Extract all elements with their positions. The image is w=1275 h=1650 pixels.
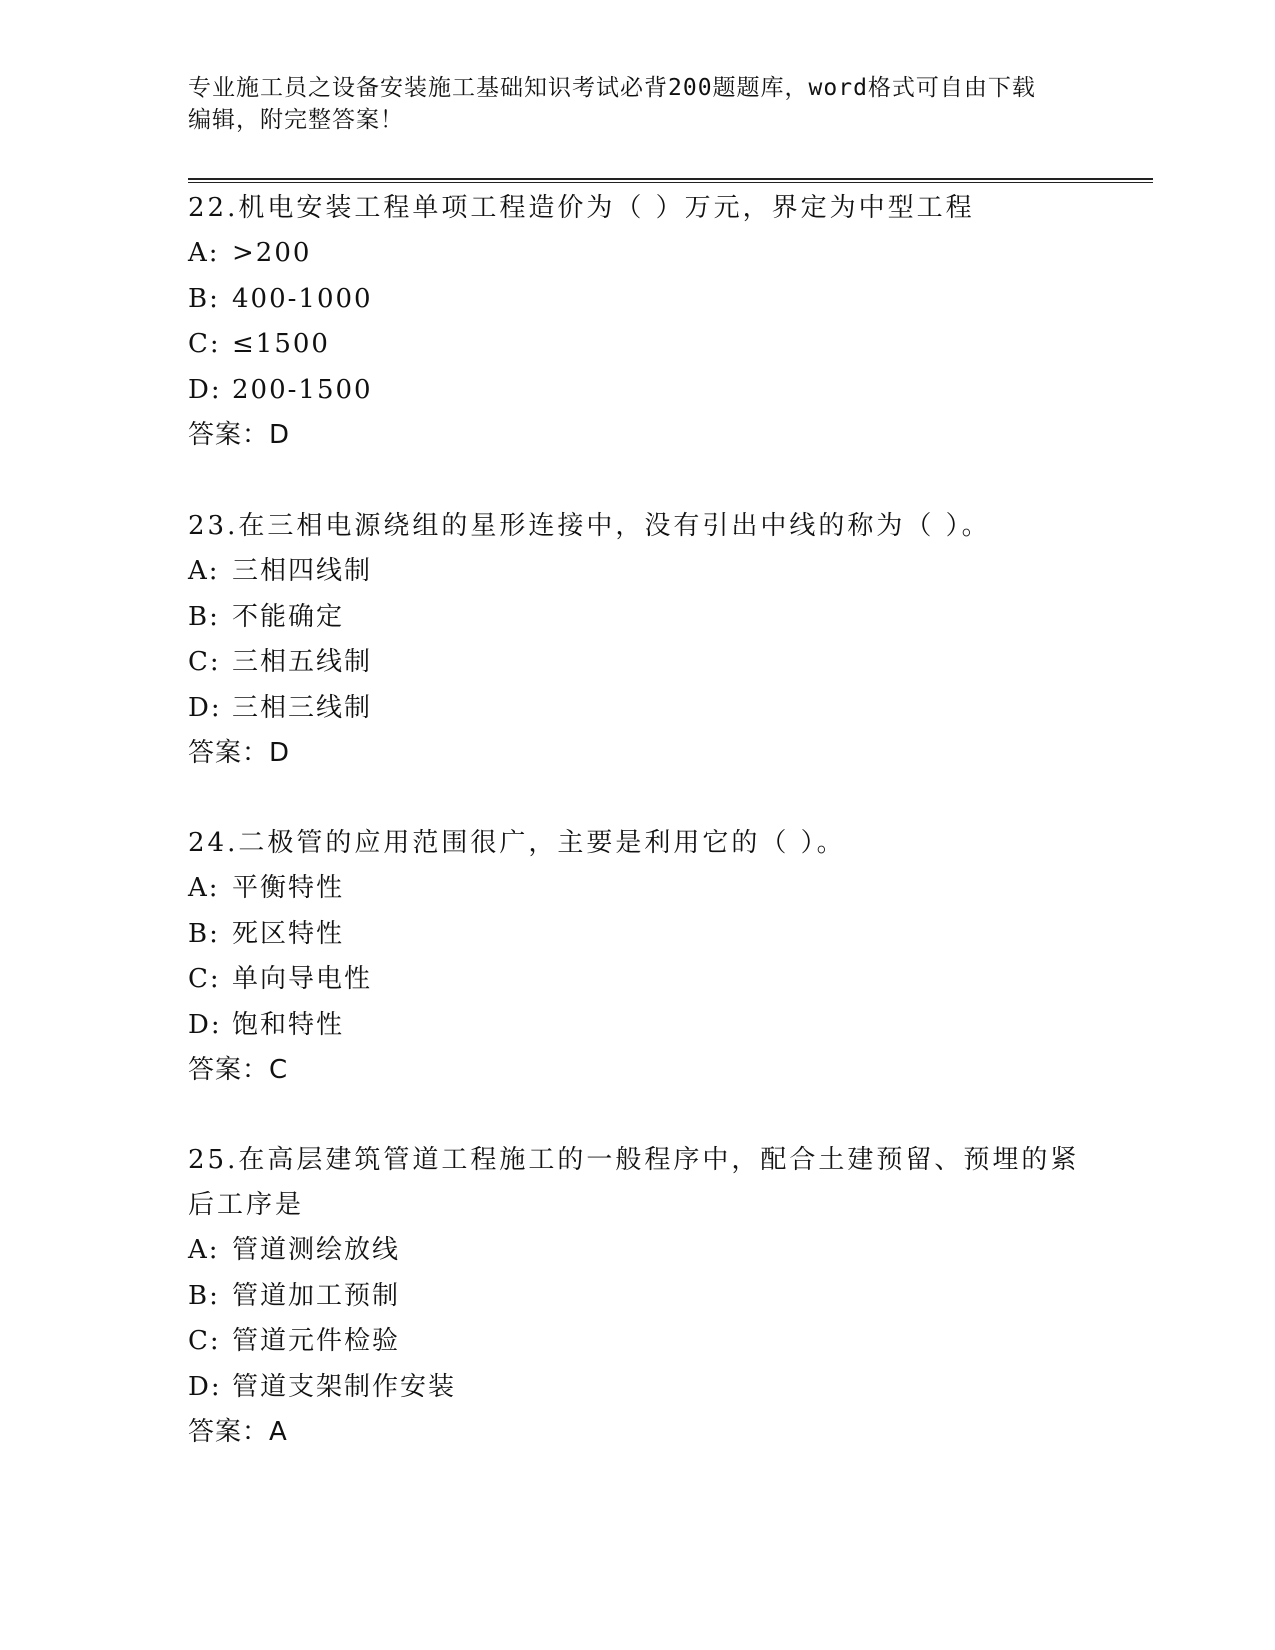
option-text: ≤1500 [232,329,330,359]
answer-line: 答案：C [188,1055,289,1085]
option-text: 单向导电性 [232,964,373,994]
option-c [188,322,1088,368]
option-text: 饱和特性 [232,1009,345,1040]
header-line-1: 专业施工员之设备安装施工基础知识考试必背200题题库，word格式可自由下载 [188,75,1036,101]
option-a [188,866,1088,912]
option-key: D: [188,1009,222,1040]
document-header [188,72,1088,136]
option-c [188,640,1088,686]
option-key: B: [188,1280,220,1311]
option-d [188,686,1088,732]
option-a [188,231,1088,277]
question-block [188,1138,1088,1455]
option-b [188,912,1088,958]
option-c [188,1319,1088,1365]
option-text: 三相五线制 [232,647,373,677]
option-text: 死区特性 [232,918,345,949]
option-a [188,549,1088,595]
option-key: A: [188,238,220,268]
option-text: 三相四线制 [232,556,373,586]
option-key: A: [188,873,220,903]
option-text: 管道测绘放线 [232,1235,401,1265]
answer-line: 答案：D [188,738,291,768]
option-b [188,277,1088,323]
option-key: B: [188,918,220,949]
option-key: C: [188,964,221,994]
option-d [188,1365,1088,1411]
question-block [188,186,1088,458]
option-text: 管道支架制作安装 [232,1371,457,1402]
option-d [188,368,1088,414]
question-stem: 22.机电安装工程单项工程造价为（ ）万元，界定为中型工程 [188,193,975,223]
option-text: 三相三线制 [232,692,373,723]
option-key: D: [188,1371,222,1402]
option-key: B: [188,601,220,632]
answer-line: 答案：A [188,1417,288,1447]
option-key: C: [188,1326,221,1356]
answer-line: 答案：D [188,420,291,450]
header-divider [188,178,1153,183]
question-stem: 25.在高层建筑管道工程施工的一般程序中，配合土建预留、预埋的紧后工序是 [188,1145,1080,1220]
question-stem: 24.二极管的应用范围很广，主要是利用它的（ ）。 [188,828,846,858]
option-text: 管道加工预制 [232,1280,401,1311]
option-a [188,1228,1088,1274]
option-key: C: [188,647,221,677]
option-key: A: [188,1235,220,1265]
option-d [188,1003,1088,1049]
option-b [188,1274,1088,1320]
option-key: C: [188,329,221,359]
option-text: 200-1500 [232,374,373,405]
option-key: B: [188,283,220,314]
question-stem: 23.在三相电源绕组的星形连接中，没有引出中线的称为（ ）。 [188,511,991,541]
option-text: 管道元件检验 [232,1326,401,1356]
option-key: A: [188,556,220,586]
question-block [188,821,1088,1093]
question-block [188,504,1088,776]
option-c [188,957,1088,1003]
option-text: 平衡特性 [232,873,345,903]
option-key: D: [188,692,222,723]
option-text: 不能确定 [232,601,345,632]
option-b [188,595,1088,641]
option-text: >200 [232,238,312,268]
header-line-2: 编辑，附完整答案！ [188,107,404,133]
option-key: D: [188,374,222,405]
option-text: 400-1000 [232,283,373,314]
